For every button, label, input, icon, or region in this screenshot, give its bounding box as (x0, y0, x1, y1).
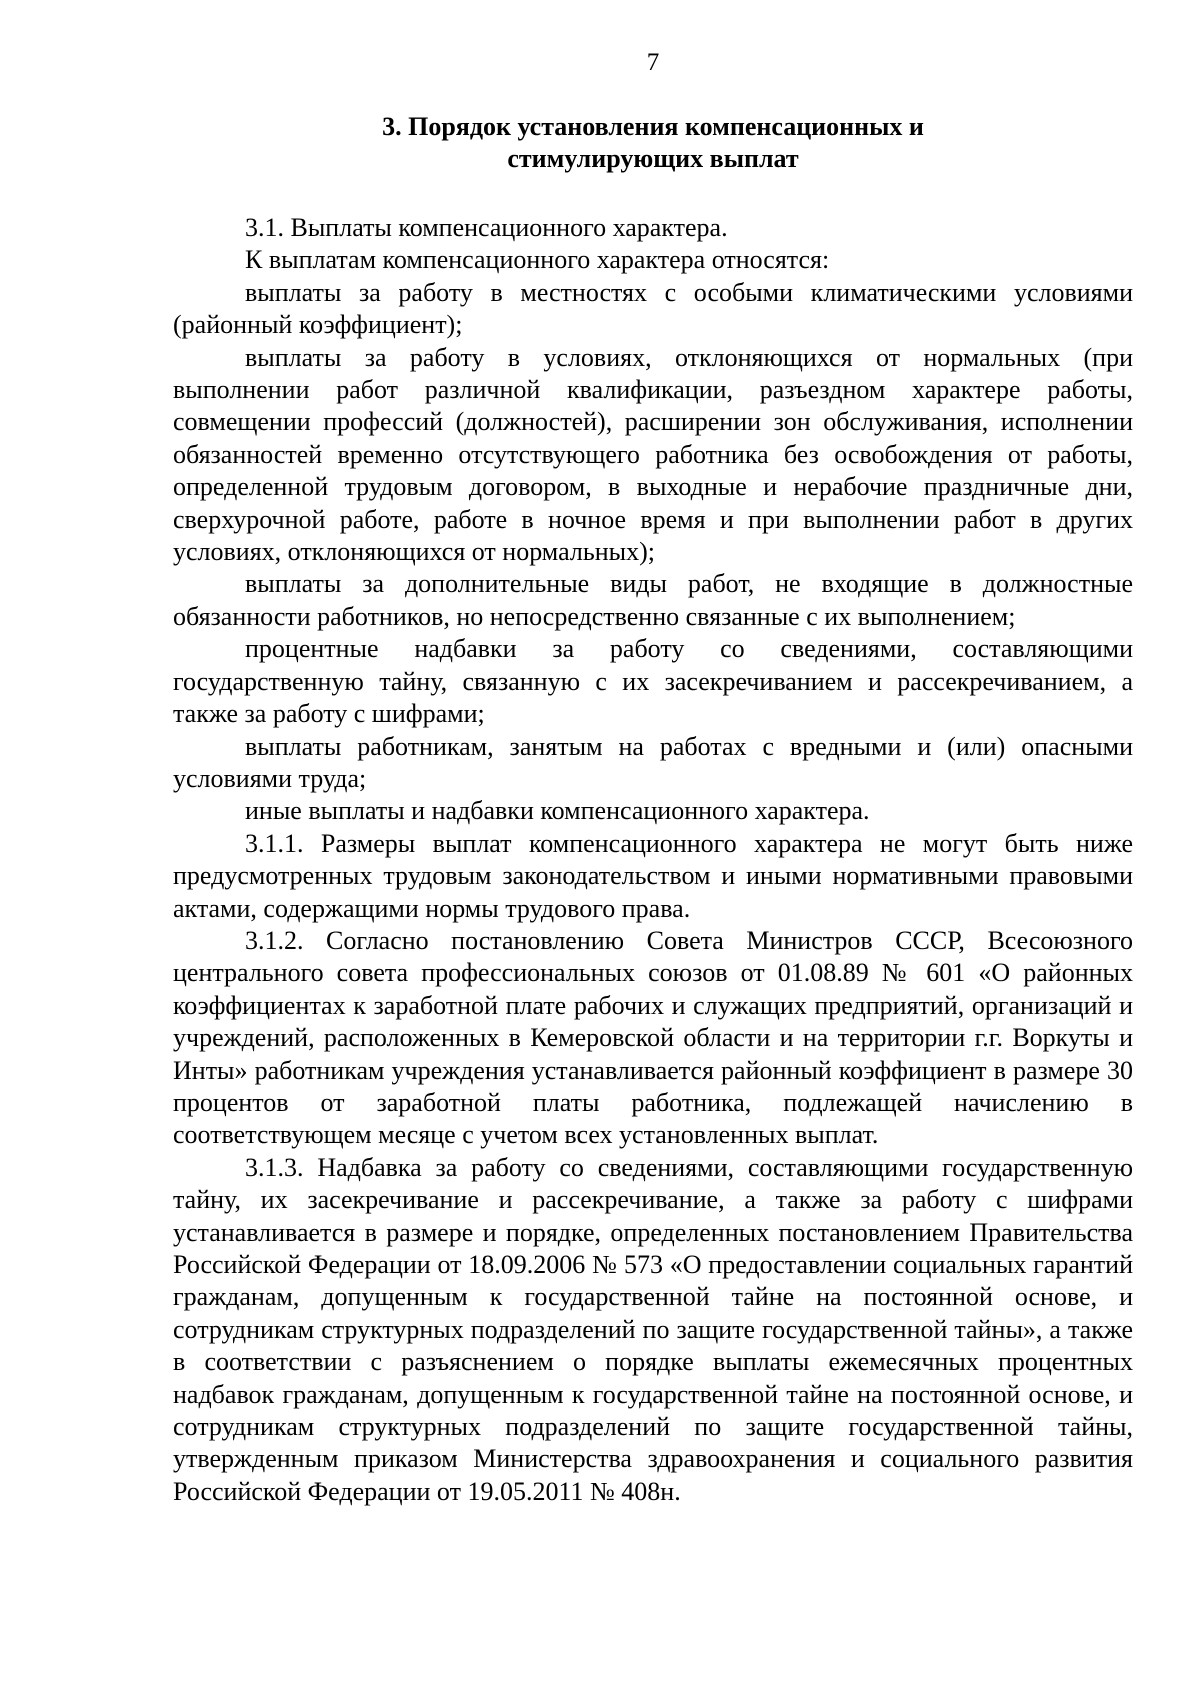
paragraph-compensation-intro: К выплатам компенсационного характера относятся: (245, 245, 830, 275)
paragraph-other-payments: иные выплаты и надбавки компенсационного характера. (245, 796, 870, 826)
paragraph-additional-work: выплаты за дополнительные виды работ, не входящие в должностные обязанности работников, но непосредственно связанные с их выполнением; (173, 569, 1133, 631)
paragraph-3-1-3: 3.1.3. Надбавка за работу со сведениями, составляющими государственную тайну, их засекречивание и рассекречивание, а также за работу с шифрами устанавливается в размере и порядке, определенных постановлением Правительства Российской Федерации от 18.09.2006 № 573 «О предоставлении социальных гарантий гражданам, допущенным к государственной тайне на постоянной основе, и сотрудникам структурных подразделений по защите государственной тайны», а также в соответствии с разъяснением о порядке выплаты ежемесячных процентных надбавок гражданам, допущенным к государственной тайне на постоянной основе, и сотрудникам структурных подразделений по защите государственной тайны, утвержденным приказом Министерства здравоохранения и социального развития Российской Федерации от 19.05.2011 № 408н. (173, 1152, 1133, 1506)
paragraph-abnormal-conditions: выплаты за работу в условиях, отклоняющихся от нормальных (при выполнении работ различной квалификации, разъездном характере работы, совмещении профессий (должностей), расширении зон обслуживания, исполнении обязанностей временно отсутствующего работника без освобождения от работы, определенной трудовым договором, в выходные и нерабочие праздничные дни, сверхурочной работе, работе в ночное время и при выполнении работ в других условиях, отклоняющихся от нормальных); (173, 342, 1133, 567)
paragraph-state-secret-allowance: процентные надбавки за работу со сведениями, составляющими государственную тайну, связанную с их засекречиванием и рассекречиванием, а также за работу с шифрами; (173, 634, 1133, 729)
section-heading-line-2: стимулирующих выплат (507, 144, 799, 173)
paragraph-3-1-2: 3.1.2. Согласно постановлению Совета Министров СССР, Всесоюзного центрального совета профессиональных союзов от 01.08.89 № 601 «О районных коэффициентах к заработной плате рабочих и служащих предприятий, организаций и учреждений, расположенных в Кемеровской области и на территории г.г. Воркуты и Инты» работникам учреждения устанавливается районный коэффициент в размере 30 процентов от заработной платы работника, подлежащей начислению в соответствующем месяце с учетом всех установленных выплат. (173, 925, 1133, 1150)
page-number: 7 (646, 49, 660, 76)
paragraph-hazardous-conditions: выплаты работникам, занятым на работах с вредными и (или) опасными условиями труда; (173, 731, 1133, 793)
document-body (173, 212, 1133, 1508)
paragraph-3-1-1: 3.1.1. Размеры выплат компенсационного характера не могут быть ниже предусмотренных трудовым законодательством и иными нормативными правовыми актами, содержащими нормы трудового права. (173, 828, 1133, 923)
paragraph-climate-payments: выплаты за работу в местностях с особыми климатическими условиями (районный коэффициент); (173, 277, 1133, 340)
section-heading-line-1: 3. Порядок установления компенсационных и (382, 112, 924, 141)
section-heading (173, 111, 1133, 175)
paragraph-3-1: 3.1. Выплаты компенсационного характера. (245, 213, 728, 242)
